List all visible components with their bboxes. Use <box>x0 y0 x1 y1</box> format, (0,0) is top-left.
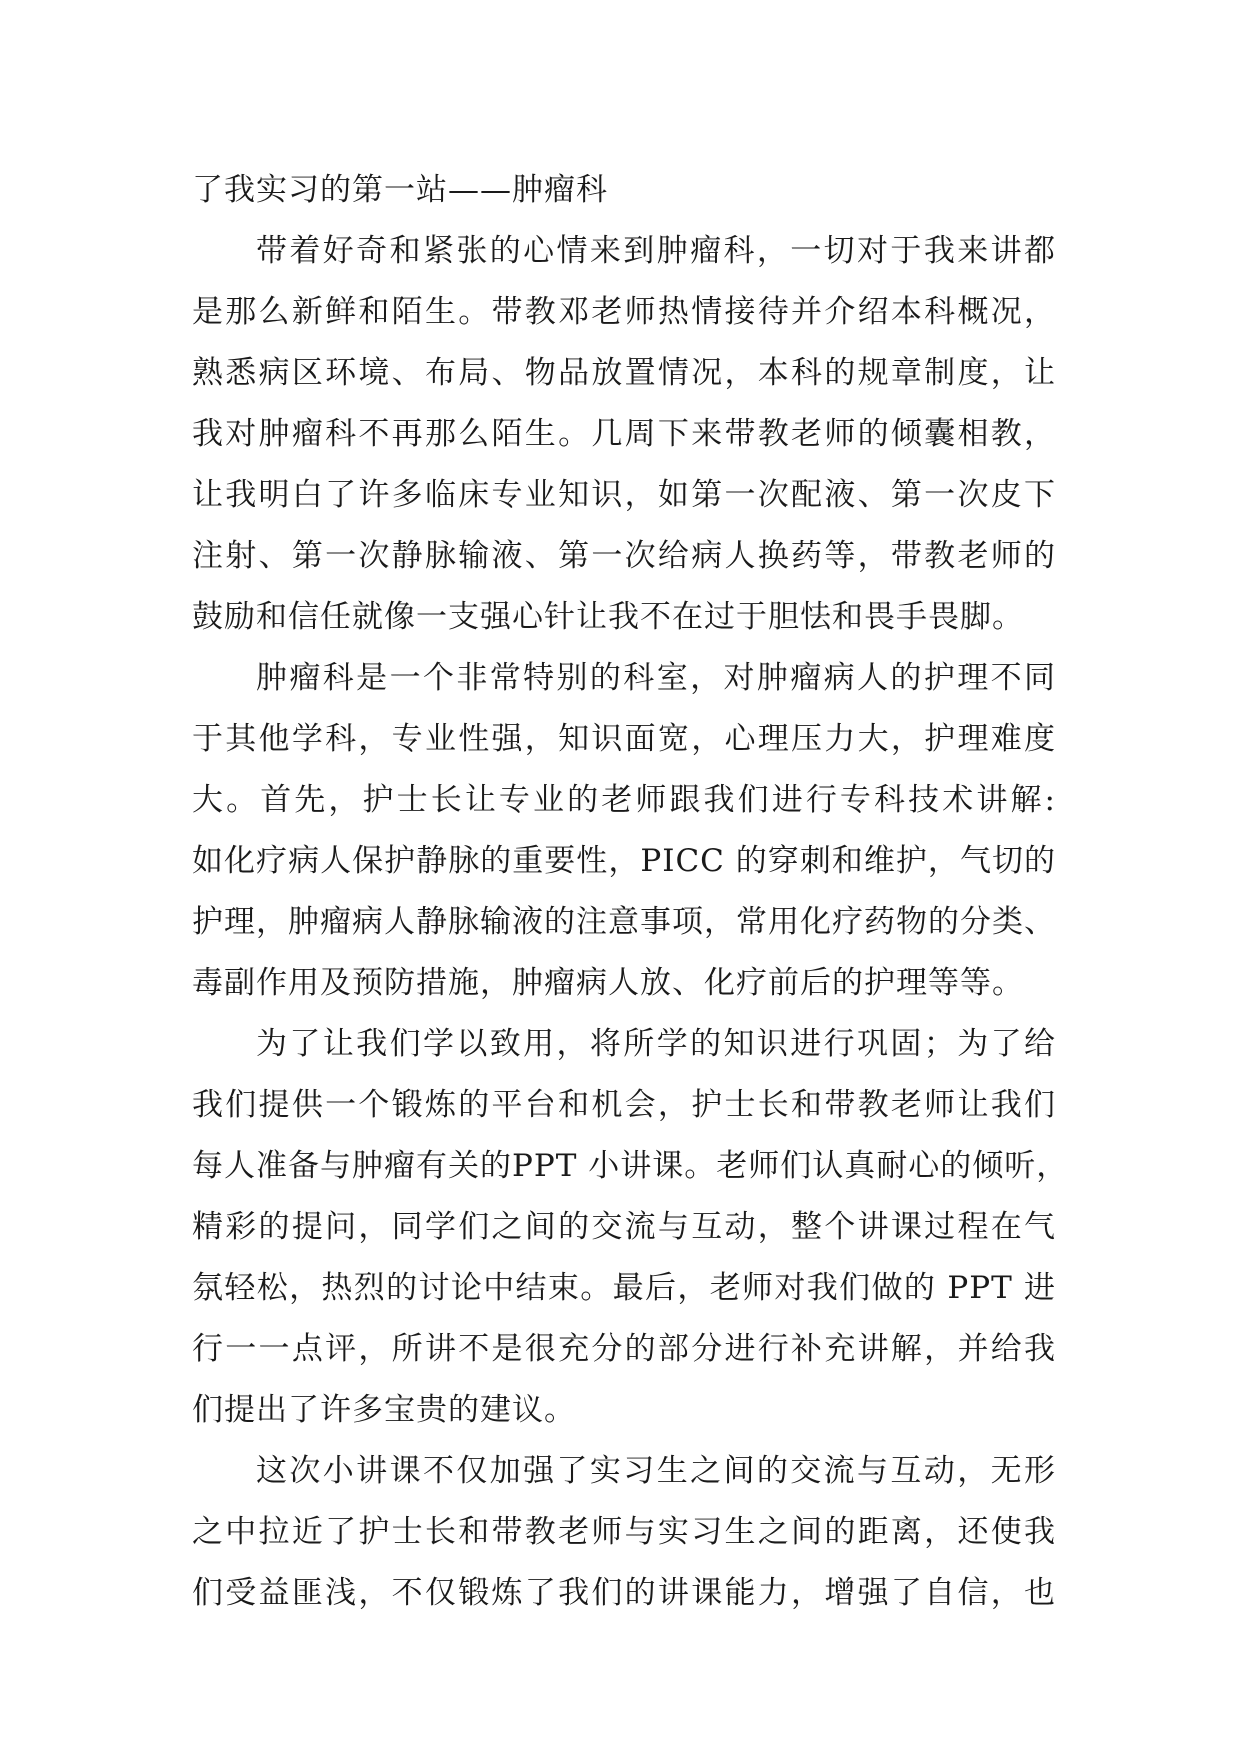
text-line: 我们提供一个锻炼的平台和机会，护士长和带教老师让我们 <box>192 1087 1056 1123</box>
text-line: 让我明白了许多临床专业知识，如第一次配液、第一次皮下 <box>192 477 1056 513</box>
text-line: 这次小讲课不仅加强了实习生之间的交流与互动，无形 <box>256 1453 1056 1489</box>
text-line: 如化疗病人保护静脉的重要性，PICC 的穿刺和维护，气切的 <box>192 843 1056 879</box>
text-line: 熟悉病区环境、布局、物品放置情况，本科的规章制度，让 <box>192 355 1056 391</box>
document-body <box>192 160 1069 1624</box>
text-line: 之中拉近了护士长和带教老师与实习生之间的距离，还使我 <box>192 1514 1056 1550</box>
text-line: 于其他学科，专业性强，知识面宽，心理压力大，护理难度 <box>192 721 1056 757</box>
text-line: 护理，肿瘤病人静脉输液的注意事项，常用化疗药物的分类、 <box>192 904 1056 940</box>
text-line: 行一一点评，所讲不是很充分的部分进行补充讲解，并给我 <box>192 1331 1056 1367</box>
text-line: 了我实习的第一站——肿瘤科 <box>192 172 608 208</box>
text-line: 注射、第一次静脉输液、第一次给病人换药等，带教老师的 <box>192 538 1056 574</box>
text-line: 毒副作用及预防措施，肿瘤病人放、化疗前后的护理等等。 <box>192 965 1024 1001</box>
text-line: 肿瘤科是一个非常特别的科室，对肿瘤病人的护理不同 <box>256 660 1056 696</box>
text-line: 带着好奇和紧张的心情来到肿瘤科，一切对于我来讲都 <box>256 233 1056 269</box>
text-line: 们受益匪浅，不仅锻炼了我们的讲课能力，增强了自信，也 <box>192 1575 1056 1611</box>
text-line: 鼓励和信任就像一支强心针让我不在过于胆怯和畏手畏脚。 <box>192 599 1024 635</box>
text-line: 氛轻松，热烈的讨论中结束。最后，老师对我们做的 PPT 进 <box>192 1270 1056 1306</box>
text-line: 每人准备与肿瘤有关的PPT 小讲课。老师们认真耐心的倾听， <box>192 1148 1069 1184</box>
text-line: 为了让我们学以致用，将所学的知识进行巩固；为了给 <box>256 1026 1056 1062</box>
text-line: 大。首先，护士长让专业的老师跟我们进行专科技术讲解: <box>192 782 1056 818</box>
text-line: 们提出了许多宝贵的建议。 <box>192 1392 576 1428</box>
text-line: 是那么新鲜和陌生。带教邓老师热情接待并介绍本科概况， <box>192 294 1056 330</box>
text-line: 精彩的提问，同学们之间的交流与互动，整个讲课过程在气 <box>192 1209 1056 1245</box>
text-line: 我对肿瘤科不再那么陌生。几周下来带教老师的倾囊相教， <box>192 416 1056 452</box>
